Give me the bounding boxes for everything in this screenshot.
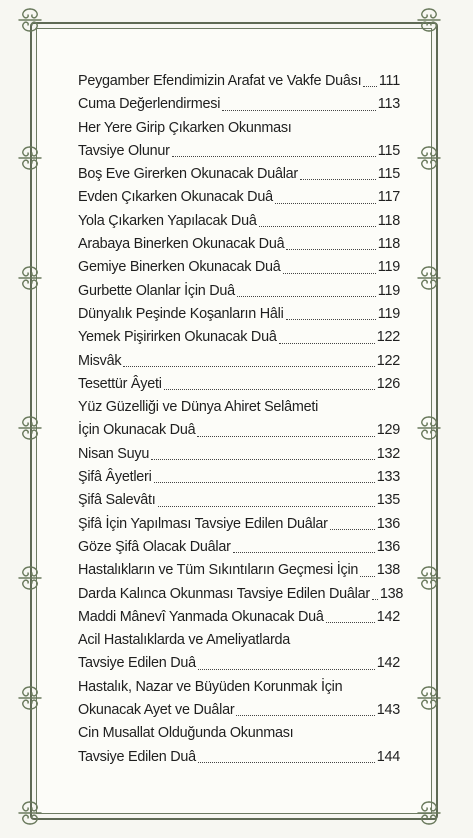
toc-entry-title: Arabaya Binerken Okunacak Duâ [78, 236, 285, 253]
dot-leader [283, 256, 376, 273]
dot-leader [198, 652, 375, 669]
dot-leader [330, 513, 375, 530]
dot-leader [300, 163, 376, 180]
scroll-flourish-icon [414, 263, 444, 293]
toc-entry-title: Hastalık, Nazar ve Büyüden Korunmak İçin [78, 678, 343, 695]
toc-page-number: 138 [379, 585, 404, 602]
scroll-flourish-icon [15, 563, 45, 593]
toc-page-number: 122 [376, 329, 400, 346]
scroll-flourish-icon [414, 413, 444, 443]
toc-line [78, 280, 400, 303]
toc-entry-title: Boş Eve Girerken Okunacak Duâlar [78, 166, 298, 183]
toc-entry-title: Cin Musallat Olduğunda Okunması [78, 725, 294, 742]
toc-entry-title: Okunacak Ayet ve Duâlar [78, 702, 235, 719]
table-of-contents [78, 70, 404, 769]
toc-page-number: 111 [378, 73, 400, 89]
toc-entry-title: Şifâ İçin Yapılması Tavsiye Edilen Duâlar [78, 515, 328, 532]
toc-entry-title: Evden Çıkarken Okunacak Duâ [78, 189, 273, 206]
toc-entry [78, 513, 400, 536]
toc-page-number: 142 [376, 608, 400, 625]
toc-line [78, 93, 400, 116]
toc-page-number: 118 [377, 236, 400, 253]
scroll-flourish-icon [15, 143, 45, 173]
toc-line [78, 373, 400, 396]
toc-entry [78, 186, 400, 209]
toc-line [78, 233, 400, 256]
toc-page-number: 132 [376, 445, 400, 462]
toc-entry [78, 489, 400, 512]
dot-leader [158, 489, 375, 506]
dot-leader [154, 466, 375, 483]
toc-entry-title: Şifâ Âyetleri [78, 469, 152, 486]
toc-entry [78, 280, 400, 303]
toc-page-number: 119 [377, 282, 400, 299]
toc-entry [78, 93, 400, 116]
scroll-flourish-icon [15, 798, 45, 828]
scroll-flourish-icon [15, 5, 45, 35]
toc-page-number: 136 [376, 515, 400, 532]
dot-leader [172, 140, 376, 157]
toc-entry-title: Maddi Mânevî Yanmada Okunacak Duâ [78, 608, 324, 625]
toc-entry [78, 536, 400, 559]
toc-entry [78, 396, 400, 443]
dot-leader [222, 93, 376, 110]
toc-entry-title: Yola Çıkarken Yapılacak Duâ [78, 212, 257, 229]
dot-leader [164, 373, 375, 390]
scroll-flourish-icon [15, 263, 45, 293]
toc-entry-title: Darda Kalınca Okunması Tavsiye Edilen Duâlar [78, 585, 370, 602]
toc-line [78, 303, 400, 326]
toc-entry [78, 583, 404, 606]
dot-leader [360, 559, 375, 576]
toc-entry-title: İçin Okunacak Duâ [78, 422, 196, 439]
toc-page-number: 133 [376, 469, 400, 486]
toc-page-number: 129 [376, 422, 400, 439]
toc-entry [78, 466, 400, 489]
scroll-flourish-icon [414, 563, 444, 593]
scroll-flourish-icon [15, 683, 45, 713]
toc-entry-title: Gurbette Olanlar İçin Duâ [78, 282, 235, 299]
toc-line [78, 70, 400, 93]
toc-line [78, 350, 400, 373]
toc-entry-title: Tavsiye Edilen Duâ [78, 748, 196, 765]
toc-line [78, 489, 400, 512]
toc-entry-title: Şifâ Salevâtı [78, 492, 156, 509]
toc-line [78, 536, 400, 559]
toc-entry [78, 443, 400, 466]
toc-entry-title: Hastalıkların ve Tüm Sıkıntıların Geçmesi İçin [78, 562, 359, 579]
toc-line [78, 606, 400, 629]
dot-leader [233, 536, 375, 553]
dot-leader [279, 326, 375, 343]
toc-page-number: 113 [377, 96, 400, 113]
scroll-flourish-icon [414, 5, 444, 35]
toc-line [78, 186, 400, 209]
scroll-flourish-icon [414, 683, 444, 713]
toc-line [78, 256, 400, 279]
toc-page-number: 135 [376, 492, 400, 509]
toc-entry-title: Acil Hastalıklarda ve Ameliyatlarda [78, 632, 290, 649]
toc-line [78, 210, 400, 233]
toc-entry-title: Yüz Güzelliği ve Dünya Ahiret Selâmeti [78, 399, 319, 416]
toc-entry [78, 70, 400, 93]
toc-entry [78, 676, 400, 723]
toc-entry [78, 233, 400, 256]
toc-page-number: 138 [376, 562, 400, 579]
toc-entry-title: Misvâk [78, 352, 122, 369]
toc-line [78, 746, 400, 769]
toc-page-number: 115 [377, 142, 400, 159]
dot-leader [286, 233, 375, 250]
dot-leader [286, 303, 376, 320]
toc-entry-title: Tavsiye Olunur [78, 142, 170, 159]
toc-entry [78, 210, 400, 233]
toc-entry-title: Cuma Değerlendirmesi [78, 96, 221, 113]
toc-line [78, 466, 400, 489]
toc-entry [78, 256, 400, 279]
toc-line [78, 140, 400, 163]
dot-leader [197, 419, 374, 436]
toc-entry-title: Dünyalık Peşinde Koşanların Hâli [78, 305, 284, 322]
toc-line [78, 326, 400, 349]
toc-entry [78, 559, 400, 582]
toc-entry-title: Nisan Suyu [78, 445, 150, 462]
toc-line [78, 583, 404, 606]
toc-page-number: 144 [376, 748, 400, 765]
dot-leader [259, 210, 376, 227]
dot-leader [123, 350, 374, 367]
toc-page-number: 122 [376, 352, 400, 369]
toc-line [78, 559, 400, 582]
dot-leader [151, 443, 375, 460]
scroll-flourish-icon [414, 143, 444, 173]
toc-entry [78, 163, 400, 186]
toc-entry [78, 350, 400, 373]
dot-leader [237, 280, 376, 297]
toc-entry-title: Tesettür Âyeti [78, 375, 162, 392]
dot-leader [372, 583, 378, 600]
dot-leader [326, 606, 375, 623]
dot-leader [275, 186, 376, 203]
toc-line [78, 396, 400, 419]
dot-leader [198, 746, 375, 763]
dot-leader [236, 699, 374, 716]
scroll-flourish-icon [414, 798, 444, 828]
toc-line [78, 443, 400, 466]
toc-line [78, 676, 400, 699]
toc-page-number: 126 [376, 375, 400, 392]
toc-entry-title: Peygamber Efendimizin Arafat ve Vakfe Duâsı [78, 73, 362, 89]
toc-line [78, 699, 400, 722]
toc-entry [78, 117, 400, 164]
toc-entry [78, 606, 400, 629]
toc-page-number: 118 [377, 212, 400, 229]
dot-leader [363, 70, 377, 87]
toc-page-number: 115 [377, 166, 400, 183]
toc-page-number: 142 [376, 655, 400, 672]
toc-entry [78, 373, 400, 396]
toc-entry [78, 326, 400, 349]
toc-page-number: 143 [376, 702, 400, 719]
toc-entry [78, 629, 400, 676]
toc-page-number: 136 [376, 538, 400, 555]
toc-entry-title: Yemek Pişirirken Okunacak Duâ [78, 329, 277, 346]
scroll-flourish-icon [15, 413, 45, 443]
toc-line [78, 513, 400, 536]
toc-line [78, 722, 400, 745]
toc-entry-title: Göze Şifâ Olacak Duâlar [78, 538, 231, 555]
toc-line [78, 163, 400, 186]
toc-line [78, 419, 400, 442]
toc-page-number: 119 [377, 259, 400, 276]
toc-entry [78, 722, 400, 769]
toc-line [78, 629, 400, 652]
toc-page-number: 117 [377, 189, 400, 206]
toc-line [78, 117, 400, 140]
toc-page-number: 119 [377, 305, 400, 322]
toc-line [78, 652, 400, 675]
toc-entry [78, 303, 400, 326]
toc-entry-title: Her Yere Girip Çıkarken Okunması [78, 119, 292, 136]
toc-entry-title: Tavsiye Edilen Duâ [78, 655, 196, 672]
toc-entry-title: Gemiye Binerken Okunacak Duâ [78, 259, 281, 276]
